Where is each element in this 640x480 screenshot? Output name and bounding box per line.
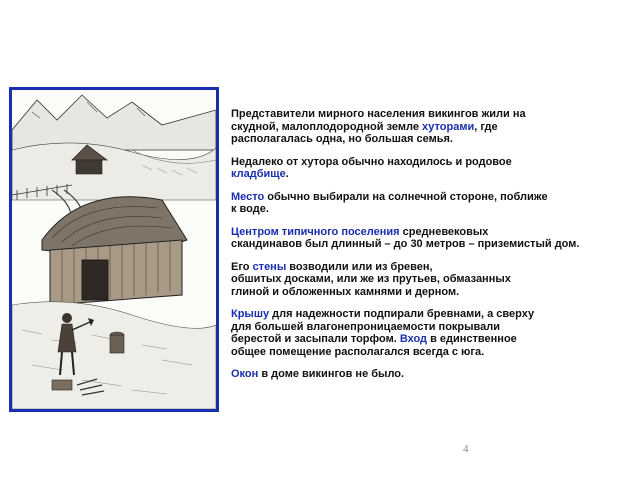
highlighted-term: Крышу <box>231 308 270 320</box>
text-run: для надежности подпирали бревнами, а сверху для большей влагонепроницаемости покрывали берестой и засыпали торфом. <box>231 308 535 345</box>
highlighted-term: Место <box>231 190 265 203</box>
text-block <box>231 108 636 391</box>
text-run: Представители мирного населения викингов жили на скудной, малоплодородной земле <box>231 108 526 133</box>
illustration-frame <box>9 87 219 412</box>
paragraph <box>231 108 636 146</box>
paragraph <box>231 156 636 181</box>
text-run: возводили или из бревен, обшитых досками, или же из прутьев, обмазанных глиной и обложенных камнями и дерном. <box>231 260 511 298</box>
text-run: в доме викингов не было. <box>258 368 405 380</box>
text-run: Его <box>231 260 253 273</box>
highlighted-term: Центром типичного поселения <box>231 225 400 238</box>
highlighted-term: Вход <box>399 333 428 345</box>
highlighted-term: кладбище <box>231 168 286 180</box>
text-run: Недалеко от хутора обычно находилось и родовое <box>231 155 512 168</box>
text-run: средневековых скандинавов был длинный – до 30 метров – приземистый дом. <box>231 225 580 250</box>
text-run: обычно выбирали на солнечной стороне, поближе к воде. <box>231 190 548 215</box>
paragraph <box>231 191 636 216</box>
highlighted-term: Окон <box>231 368 259 380</box>
highlighted-term: стены <box>252 260 287 273</box>
page-number: 4 <box>463 443 469 455</box>
viking-farmstead-illustration <box>12 90 216 409</box>
paragraph <box>231 261 636 299</box>
text-run: . <box>285 168 289 180</box>
paragraph <box>231 368 636 381</box>
paragraph <box>231 226 636 251</box>
highlighted-term: хуторами <box>422 120 475 133</box>
text-run: в единственное общее помещение располагался всегда с юга. <box>231 333 517 358</box>
paragraph <box>231 308 636 358</box>
text-run: , где располагалась одна, но большая семья. <box>231 120 498 145</box>
